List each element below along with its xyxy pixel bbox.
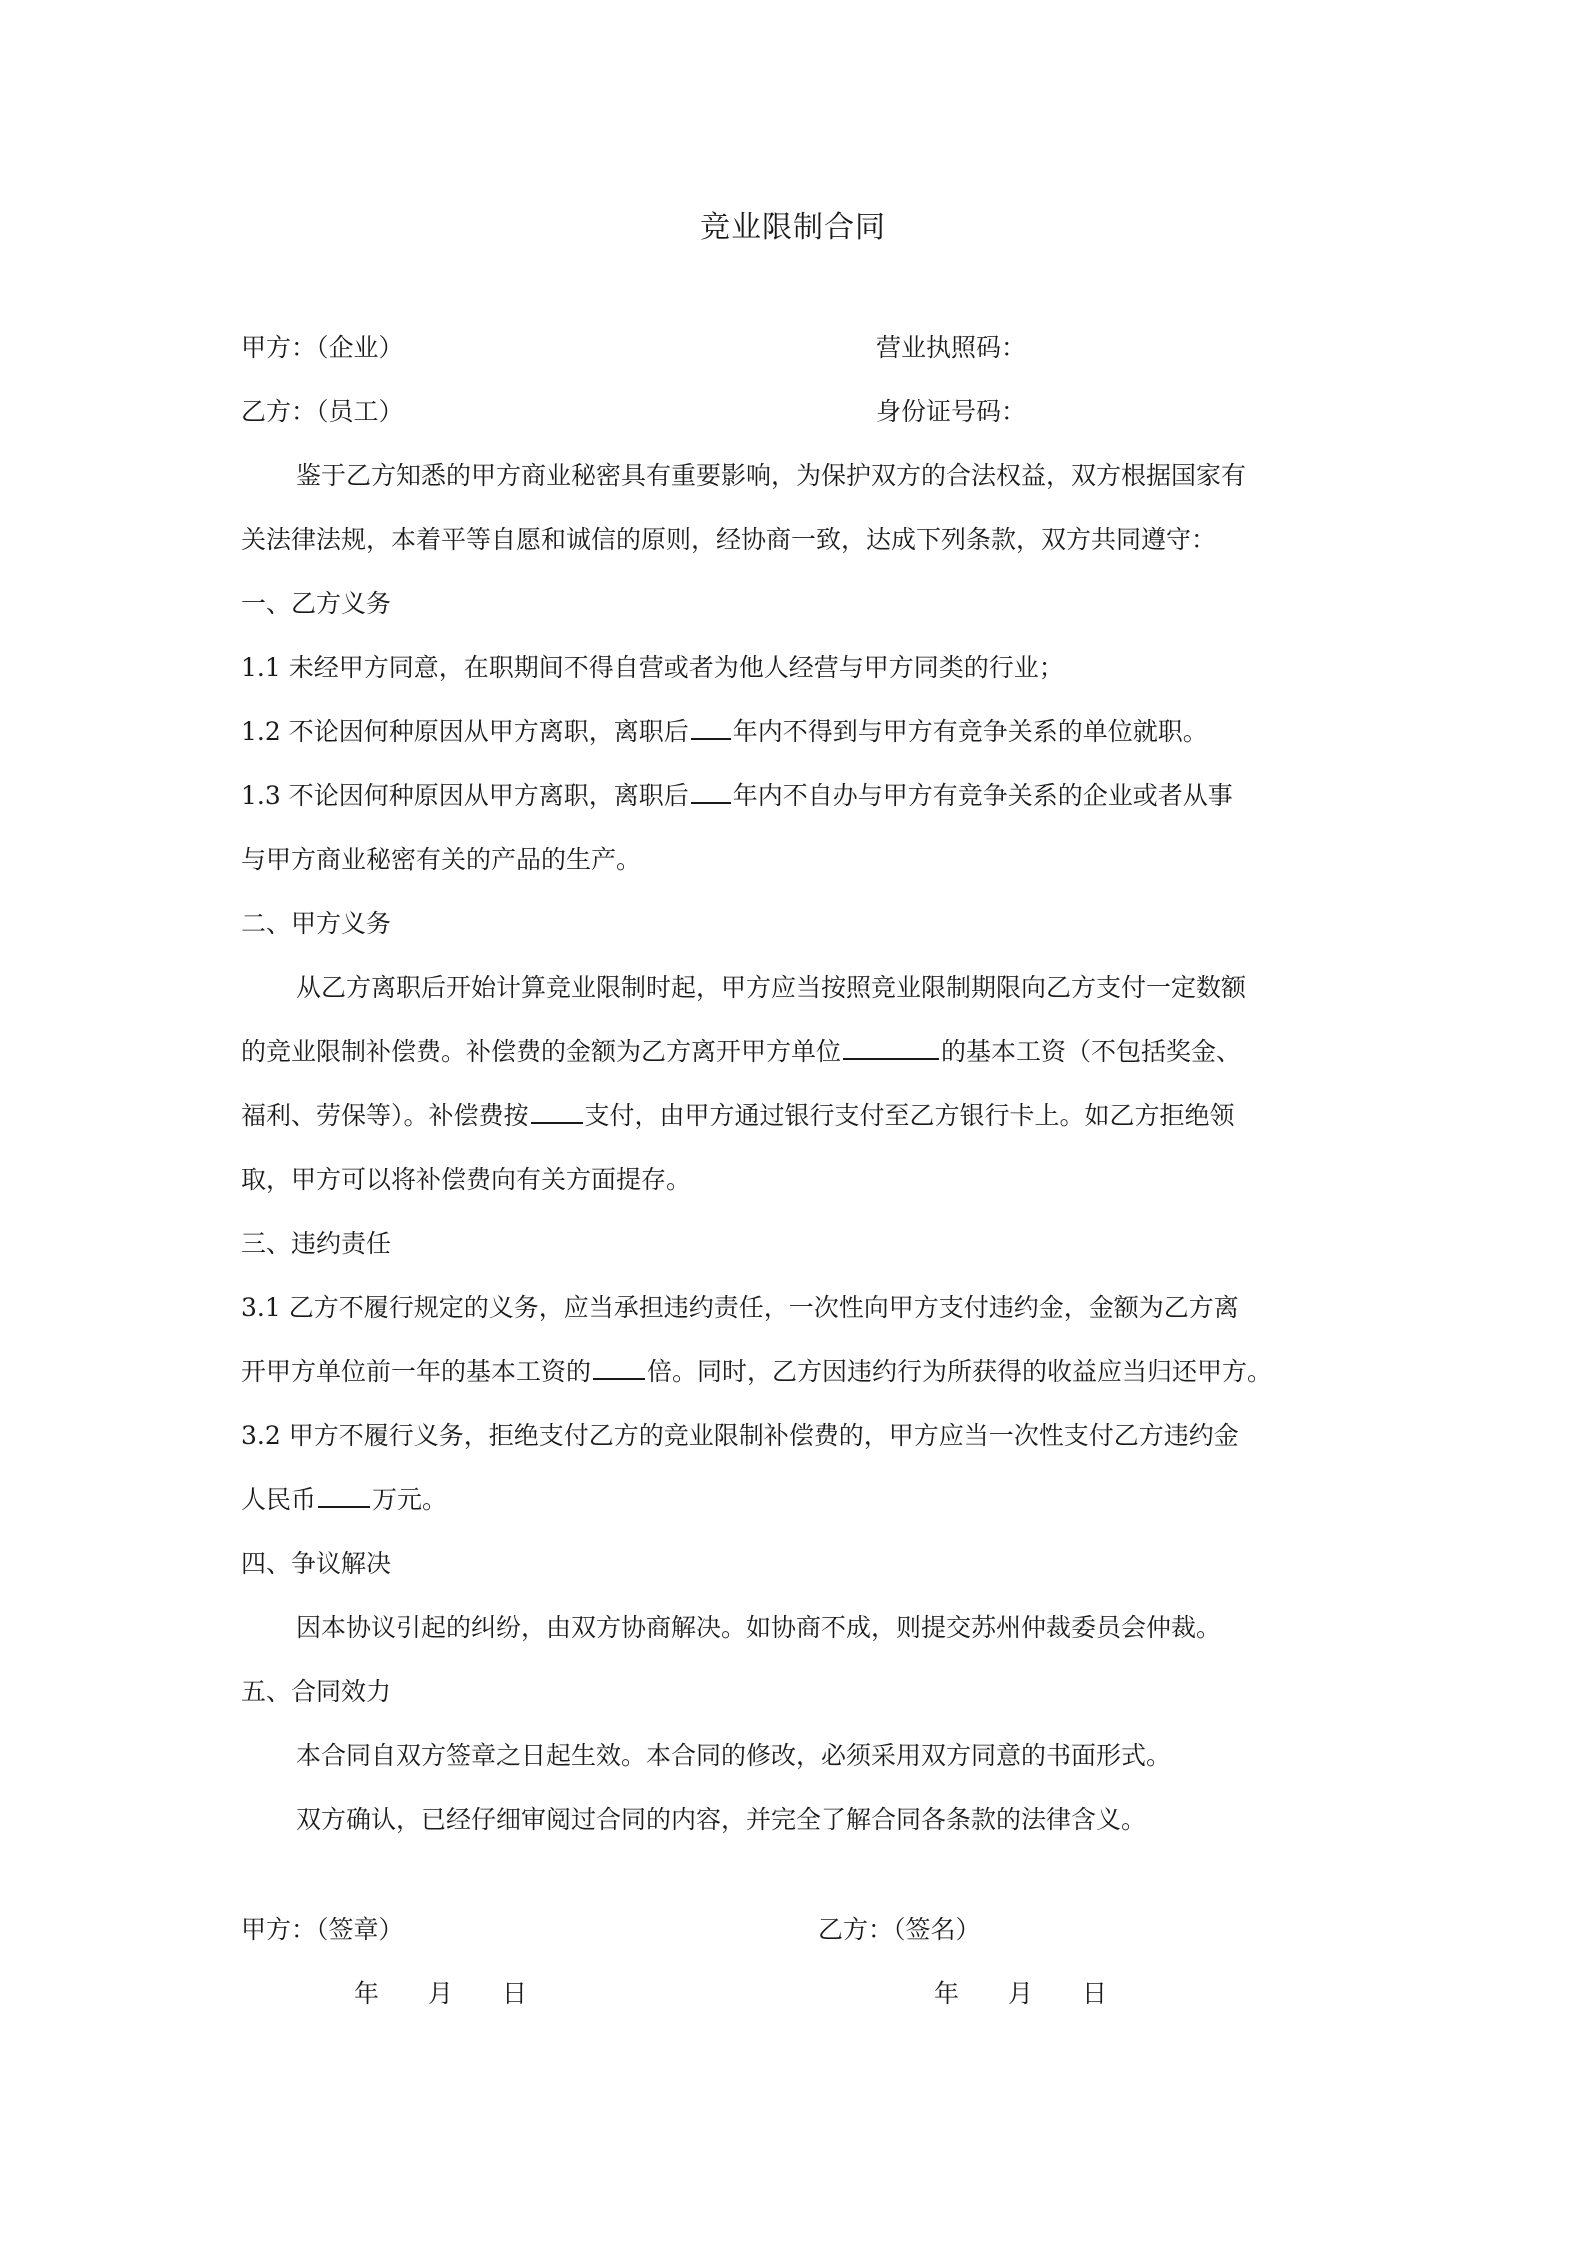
years-blank (691, 778, 731, 804)
section-2-para-3-text-b: 支付，由甲方通过银行支付至乙方银行卡上。如乙方拒绝领 (584, 1101, 1235, 1130)
section-2-heading: 二、甲方义务 (241, 909, 392, 938)
section-5-para-1: 本合同自双方签章之日起生效。本合同的修改，必须采用双方同意的书面形式。 (296, 1741, 1172, 1770)
penalty-amount-blank (318, 1482, 370, 1508)
section-1-heading: 一、乙方义务 (241, 589, 392, 618)
clause-1-3-text-b: 年内不自办与甲方有竞争关系的企业或者从事 (732, 781, 1233, 810)
section-2-para-4: 取，甲方可以将补偿费向有关方面提存。 (241, 1165, 692, 1194)
clause-1-2-text-b: 年内不得到与甲方有竞争关系的单位就职。 (732, 717, 1208, 746)
preamble-line-1: 鉴于乙方知悉的甲方商业秘密具有重要影响，为保护双方的合法权益，双方根据国家有 (296, 461, 1247, 490)
license-label: 营业执照码： (876, 333, 1027, 362)
party-b-signature-label: 乙方：（签名） (818, 1915, 981, 1944)
clause-3-2-text-c: 万元。 (372, 1485, 448, 1514)
section-5-heading: 五、合同效力 (241, 1677, 392, 1706)
payment-frequency-blank (531, 1098, 583, 1124)
day-label: 日 (502, 1979, 528, 2008)
section-2-para-2 (241, 1034, 1351, 1070)
clause-3-1-cont (241, 1354, 1351, 1390)
clause-1-2 (241, 714, 1351, 750)
section-5-para-2: 双方确认，已经仔细审阅过合同的内容，并完全了解合同各条款的法律含义。 (296, 1805, 1147, 1834)
party-b-date (934, 1976, 1156, 2012)
section-2-para-2-text-a: 的竞业限制补偿费。补偿费的金额为乙方离开甲方单位 (241, 1037, 842, 1066)
section-2-para-2-text-b: 的基本工资（不包括奖金、 (941, 1037, 1242, 1066)
clause-1-3-text-a: 1.3 不论因何种原因从甲方离职，离职后 (241, 781, 689, 810)
party-a-signature-label: 甲方：（签章） (241, 1915, 404, 1944)
clause-3-2-cont (241, 1482, 1351, 1518)
clause-1-2-text-a: 1.2 不论因何种原因从甲方离职，离职后 (241, 717, 689, 746)
section-2-para-3-text-a: 福利、劳保等）。补偿费按 (241, 1101, 529, 1130)
month-label: 月 (428, 1979, 454, 2008)
multiple-blank (593, 1354, 645, 1380)
section-4-heading: 四、争议解决 (241, 1549, 392, 1578)
month-label: 月 (1008, 1979, 1034, 2008)
party-a-date (354, 1976, 576, 2012)
years-blank (691, 714, 731, 740)
salary-period-blank (843, 1034, 939, 1060)
clause-1-1: 1.1 未经甲方同意，在职期间不得自营或者为他人经营与甲方同类的行业； (241, 653, 1064, 682)
party-a-label: 甲方：（企业） (241, 333, 404, 362)
page-title: 竞业限制合同 (700, 210, 886, 245)
clause-3-1-text-c: 倍。同时，乙方因违约行为所获得的收益应当归还甲方。 (647, 1357, 1273, 1386)
section-4-para-1: 因本协议引起的纠纷，由双方协商解决。如协商不成，则提交苏州仲裁委员会仲裁。 (296, 1613, 1222, 1642)
section-2-para-1: 从乙方离职后开始计算竞业限制时起，甲方应当按照竞业限制期限向乙方支付一定数额 (296, 973, 1247, 1002)
day-label: 日 (1082, 1979, 1108, 2008)
clause-3-1-text-b: 开甲方单位前一年的基本工资的 (241, 1357, 592, 1386)
id-number-label: 身份证号码： (876, 397, 1027, 426)
section-2-para-3 (241, 1098, 1351, 1134)
clause-3-1: 3.1 乙方不履行规定的义务，应当承担违约责任，一次性向甲方支付违约金，金额为乙方离 (241, 1293, 1239, 1322)
section-3-heading: 三、违约责任 (241, 1229, 392, 1258)
year-label: 年 (934, 1979, 960, 2008)
clause-1-3 (241, 778, 1351, 814)
party-b-label: 乙方：（员工） (241, 397, 404, 426)
year-label: 年 (354, 1979, 380, 2008)
clause-1-3-cont: 与甲方商业秘密有关的产品的生产。 (241, 845, 642, 874)
clause-3-2: 3.2 甲方不履行义务，拒绝支付乙方的竞业限制补偿费的，甲方应当一次性支付乙方违约金 (241, 1421, 1239, 1450)
preamble-line-2: 关法律法规，本着平等自愿和诚信的原则，经协商一致，达成下列条款，双方共同遵守： (241, 525, 1217, 554)
clause-3-2-text-b: 人民币 (241, 1485, 317, 1514)
